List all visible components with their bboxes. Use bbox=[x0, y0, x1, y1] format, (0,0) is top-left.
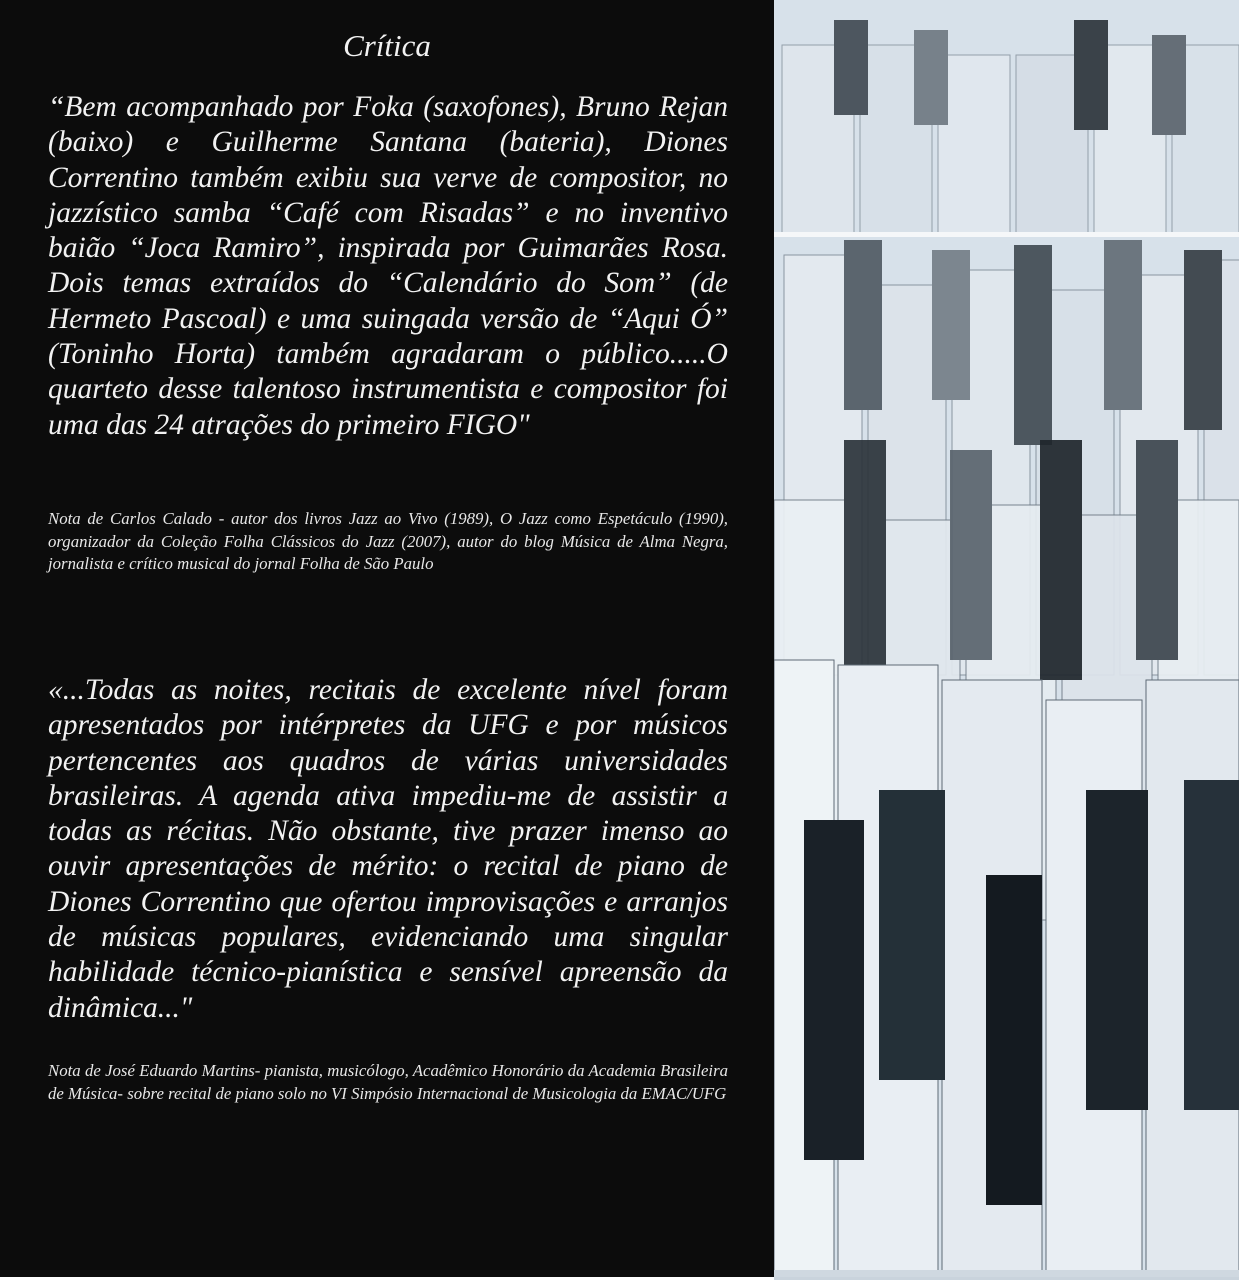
piano-layer-4 bbox=[774, 660, 1239, 1280]
review-attribution-1: Nota de Carlos Calado - autor dos livros Jazz ao Vivo (1989), O Jazz como Espetáculo (1990), organizador da Coleção Folha Clássicos do Jazz (2007), autor do blog Música de Alma Negra, jornalista e crítico musical do jornal Folha de São Paulo bbox=[48, 509, 728, 573]
piano-keys-image bbox=[774, 0, 1239, 1280]
page-title: Crítica bbox=[343, 28, 431, 63]
review-quote-2: «...Todas as noites, recitais de excelente nível foram apresentados por intérpretes da UFG e por músicos pertencentes aos quadros de várias universidades brasileiras. A agenda ativa impediu-me de assistir a todas as récitas. Não obstante, tive prazer imenso ao ouvir apresentações de mérito: o recital de piano de Diones Correntino que ofertou improvisações e arranjos de músicas populares, evidenciando uma singular habilidade técnico-pianística e sensível apreensão da dinâmica..." bbox=[48, 674, 728, 1024]
review-attribution-2: Nota de José Eduardo Martins- pianista, musicólogo, Acadêmico Honorário da Academia Brasileira de Música- sobre recital de piano solo no VI Simpósio Internacional de Musicologia da EMAC/UFG bbox=[48, 1061, 728, 1103]
review-quote-1: “Bem acompanhado por Foka (saxofones), Bruno Rejan (baixo) e Guilherme Santana (bateria), Diones Correntino também exibiu sua verve de compositor, no jazzístico samba “Café com Risadas” e no inventivo baião “Joca Ramiro”, inspirada por Guimarães Rosa. Dois temas extraídos do “Calendário do Som” (de Hermeto Pascoal) e uma suingada versão de “Aqui Ó” (Toninho Horta) também agradaram o público.....O quarteto desse talentoso instrumentista e compositor foi uma das 24 atrações do primeiro FIGO" bbox=[48, 91, 728, 441]
